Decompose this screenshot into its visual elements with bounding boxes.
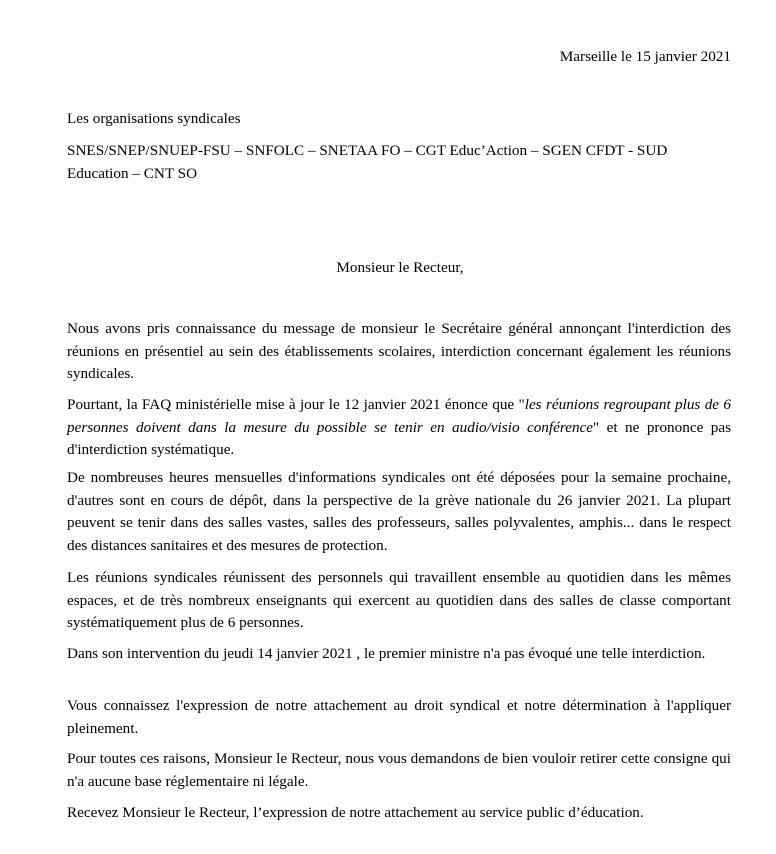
paragraph-1: Nous avons pris connaissance du message de monsieur le Secrétaire général annonçant l'interdiction des réunions en présentiel au sein des établissements scolaires, interdiction concernant également les réunions syndicales. xyxy=(67,320,731,382)
paragraph-2-end: " et ne prononce pas d'interdiction systématique. xyxy=(67,418,732,458)
paragraph-4: Les réunions syndicales réunissent des personnels qui travaillent ensemble au quotidien dans les mêmes espaces, et de très nombreux enseignants qui exercent au quotidien dans des salles de classe comportant systématiquement plus de 6 personnes. xyxy=(67,569,731,631)
closing-paragraph: Recevez Monsieur le Recteur, l’expression de notre attachement au service public d’éducation. xyxy=(67,804,644,821)
paragraph-5: Dans son intervention du jeudi 14 janvier 2021 , le premier ministre n'a pas évoqué une telle interdiction. xyxy=(67,645,706,662)
paragraph-2 xyxy=(67,394,731,462)
salutation: Monsieur le Recteur, xyxy=(336,259,464,276)
paragraph-3: De nombreuses heures mensuelles d'informations syndicales ont été déposées pour la semaine prochaine, d'autres sont en cours de dépôt, dans la perspective de la grève nationale du 26 janvier 2021. La plupart peuvent se tenir dans des salles vastes, salles des professeurs, salles polyvalentes, amphis... dans le respect des distances sanitaires et des mesures de protection. xyxy=(67,469,731,554)
paragraph-7: Pour toutes ces raisons, Monsieur le Recteur, nous vous demandons de bien vouloir retirer cette consigne qui n'a aucune base réglementaire ni légale. xyxy=(67,750,731,790)
sender-heading: Les organisations syndicales xyxy=(67,110,241,127)
paragraph-6: Vous connaissez l'expression de notre attachement au droit syndical et notre détermination à l'appliquer pleinement. xyxy=(67,697,731,737)
sender-organizations: SNES/SNEP/SNUEP-FSU – SNFOLC – SNETAA FO – CGT Educ’Action – SGEN CFDT - SUD Education – CNT SO xyxy=(67,142,668,182)
letter-date: Marseille le 15 janvier 2021 xyxy=(559,48,731,65)
paragraph-2-intro: Pourtant, la FAQ ministérielle mise à jour le 12 janvier 2021 énonce que " xyxy=(67,396,525,413)
paragraph-2-quote: les réunions regroupant plus de 6 personnes doivent dans la mesure du possible se tenir en audio/visio conférence xyxy=(67,396,731,436)
